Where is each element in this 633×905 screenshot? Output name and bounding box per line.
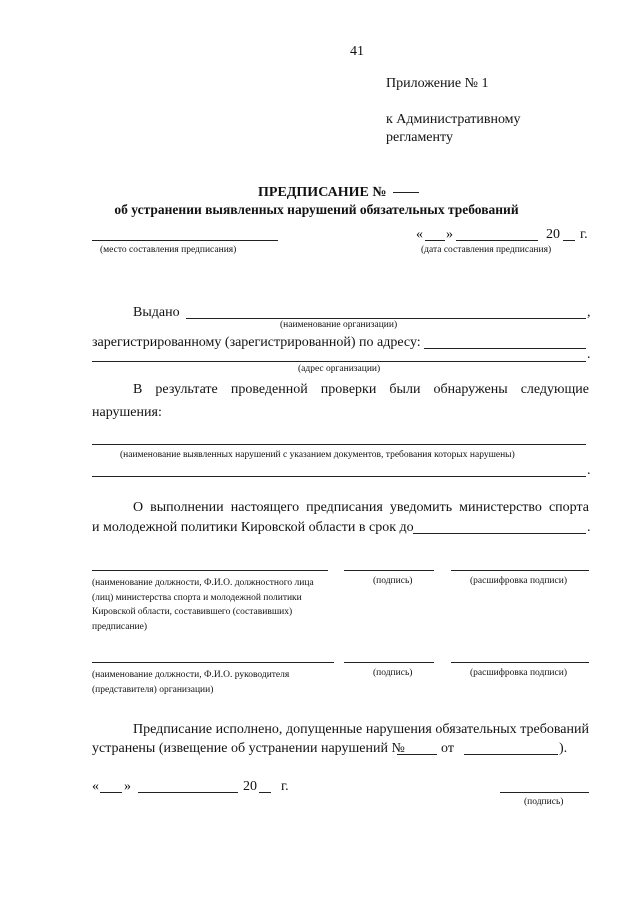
footer-month-line: [138, 792, 238, 793]
footer-year-line: [259, 792, 271, 793]
official-transcript-caption: (расшифровка подписи): [470, 576, 567, 586]
org-caption: (наименование организации): [280, 320, 398, 330]
footer-close-quote: »: [124, 779, 131, 794]
head-caption-line: (представителя) организации): [92, 684, 214, 695]
violations-text-2: нарушения:: [92, 405, 162, 420]
place-line: [92, 240, 278, 241]
date-open-quote: «: [416, 227, 423, 242]
footer-year-suffix: г.: [281, 779, 289, 794]
footer-signature-line: [500, 792, 589, 793]
footer-year-prefix: 20: [243, 779, 257, 794]
notice-date-line: [464, 754, 558, 755]
footer-day-line: [100, 792, 122, 793]
deadline-line: [413, 533, 586, 534]
annex-line3: регламенту: [386, 130, 453, 145]
date-year-suffix: г.: [580, 227, 588, 242]
head-transcript-caption: (расшифровка подписи): [470, 668, 567, 678]
head-signature-caption: (подпись): [373, 668, 413, 678]
document-title: [258, 185, 419, 201]
violations-end-dot: .: [587, 463, 591, 478]
violations-caption: (наименование выявленных нарушений с указанием документов, требования которых нарушены): [120, 450, 515, 460]
notice-number-line: [397, 754, 437, 755]
address-caption: (адрес организации): [298, 364, 381, 374]
official-caption-line: предписание): [92, 621, 148, 632]
issued-label: Выдано: [133, 305, 180, 320]
head-name-line: [92, 662, 334, 663]
notify-text: О выполнении настоящего предписания уведомить министерство спорта: [133, 500, 589, 515]
violations-text: В результате проведенной проверки были обнаружены следующие: [133, 382, 589, 397]
official-caption-line: (лиц) министерства спорта и молодежной политики: [92, 592, 302, 603]
place-caption: (место составления предписания): [100, 245, 237, 255]
title-number-line: [393, 192, 419, 193]
annex-title: Приложение № 1: [386, 76, 489, 91]
execution-text-2: [92, 741, 405, 757]
address-line-2: [92, 361, 586, 362]
footer-signature-caption: (подпись): [524, 797, 564, 807]
address-end-dot: .: [587, 347, 591, 362]
head-caption-line: (наименование должности, Ф.И.О. руководителя: [92, 670, 290, 680]
violations-line-2: [92, 476, 586, 477]
date-year-line: [563, 240, 575, 241]
annex-line2: к Административному: [386, 112, 521, 127]
date-day-line: [425, 240, 445, 241]
date-close-quote: »: [446, 227, 453, 242]
page-number: 41: [350, 44, 364, 59]
official-signature-caption: (подпись): [373, 576, 413, 586]
head-signature-line: [344, 662, 434, 663]
execution-end: ).: [559, 741, 568, 756]
execution-text: Предписание исполнено, допущенные нарушения обязательных требований: [133, 722, 589, 737]
footer-open-quote: «: [92, 779, 99, 794]
official-caption: [92, 576, 314, 634]
registered-label: зарегистрированному (зарегистрированной) по адресу:: [92, 335, 421, 350]
notify-end-dot: .: [587, 520, 591, 535]
date-caption: (дата составления предписания): [421, 245, 552, 255]
official-transcript-line: [451, 570, 589, 571]
org-name-line: [186, 318, 586, 319]
notify-text-2: и молодежной политики Кировской области в срок до: [92, 520, 414, 535]
execution-from-label: от: [441, 741, 454, 756]
violations-line-1: [92, 444, 586, 445]
execution-notice-label: устранены (извещение об устранении нарушений №: [92, 741, 405, 756]
official-name-line: [92, 570, 328, 571]
org-end-comma: ,: [587, 305, 591, 320]
head-caption: [92, 668, 289, 697]
official-signature-line: [344, 570, 434, 571]
official-caption-line: Кировской области, составившего (составивших): [92, 607, 293, 617]
address-line-1: [424, 348, 586, 349]
document-subtitle: об устранении выявленных нарушений обязательных требований: [114, 202, 519, 217]
date-year-prefix: 20: [546, 227, 560, 242]
official-caption-line: (наименование должности, Ф.И.О. должностного лица: [92, 578, 314, 588]
document-title-text: ПРЕДПИСАНИЕ №: [258, 185, 387, 200]
head-transcript-line: [451, 662, 589, 663]
date-month-line: [456, 240, 538, 241]
